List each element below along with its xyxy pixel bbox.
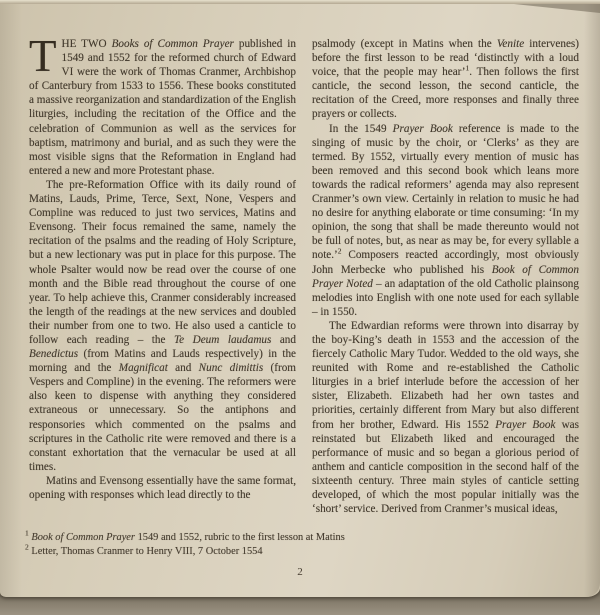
footnote-reference: 2 [337, 246, 342, 256]
page-left-shadow [0, 4, 22, 597]
paragraph [312, 37, 579, 122]
page [0, 4, 600, 597]
body-text: In the 1549 [329, 122, 393, 135]
body-text: and [271, 333, 296, 346]
page-top-edge [0, 0, 600, 4]
paragraph [312, 319, 579, 516]
italic-text: Book of Common Prayer Noted [312, 263, 579, 290]
body-text: 1549 and 1552, rubric to the first lesson at Matins [134, 532, 345, 543]
italic-text: Prayer Book [392, 122, 453, 135]
italic-text: Nunc dimittis [198, 362, 264, 375]
body-text: Matins and Evensong essentially have the same format, opening with responses which lead directly to the [29, 474, 296, 501]
footnotes [25, 528, 580, 558]
body-text: The Edwardian reforms were thrown into disarray by the boy-King’s death in 1553 and the accession of the fiercely Catholic Mary Tudor. Wedded to the old ways, she reunited with Rome and re-established the Catholic liturgies in a brief interlude before the accession of her sister, Elizabeth. Elizabeth had her own tastes and priorities, certainly different from Mary but also different from her brother, Edward. His 1552 [312, 319, 579, 431]
body-text: The pre-Reformation Office with its daily round of Matins, Lauds, Prime, Terce, Sext, None, Vespers and Compline was reduced to just two services, Matins and Evensong. Their focus remained the same, namely the recitation of the psalms and the reading of Holy Scripture, but a new lectionary was put in place for this purpose. The whole Psalter would now be read over the course of one month and the Bible read throughout the course of one year. To help achieve this, Cranmer considerably increased the length of the readings at the new services and doubled their number from one to two. He also used a canticle to follow each reading – the [29, 178, 296, 346]
paragraph [29, 178, 296, 474]
footnote-reference: 1 [465, 63, 470, 73]
right-column [312, 37, 579, 516]
page-number: 2 [297, 566, 303, 578]
italic-text: Books of Common Prayer [111, 38, 234, 50]
paragraph [29, 474, 296, 502]
italic-text: Venite [496, 38, 525, 50]
footnote-marker: 2 [25, 542, 29, 552]
footnote [25, 542, 580, 559]
italic-text: Book of Common Prayer [31, 532, 135, 543]
drop-cap: T [29, 31, 57, 81]
italic-text: Prayer Book [495, 418, 556, 431]
footnote-marker: 1 [25, 528, 29, 538]
body-text: intervenes) before the first lesson to be read ‘distinctly with a loud voice, that the people may hear’ [312, 38, 579, 79]
footnote [25, 528, 580, 545]
body-text: (from Vespers and Compline) in the evening. The reformers were also keen to dispense with anything they considered extraneous or unnecessary. So the antiphons and responsories which commented on the psalms and scriptures in the Catholic rite were removed and there is a constant exhortation that the vernacular be used at all times. [29, 362, 297, 473]
italic-text: Magnificat [118, 362, 168, 375]
paragraph [312, 122, 579, 319]
italic-text: Te Deum laudamus [173, 333, 272, 346]
body-text: Composers reacted accordingly, most obviously John Merbecke who published his [312, 249, 579, 276]
left-column [29, 31, 297, 516]
italic-text: Benedictus [29, 348, 79, 361]
page-content [29, 31, 579, 516]
body-text: reference is made to the singing of music by the choir, or ‘Clerks’ as they are termed. By 1552, virtually every mention of music has been removed and this second book which leans more towards the radical reformers’ agenda may also represent Cranmer’s own view. Certainly in relation to music he had no desire for anything elaborate or time consuming: ‘In my opinion, the song that shall be made thereunto would not be full of notes, but, as near as may be, for every syllable a note.’ [312, 122, 579, 262]
body-text: . Then follows the first canticle, the second lesson, the second canticle, the recitation of the Creed, more responses and finally three prayers or collects. [312, 66, 579, 121]
body-text: psalmody (except in Matins when the [312, 38, 497, 50]
body-text: – an adaptation of the old Catholic plainsong melodies into English with one note used for each syllable – in 1550. [312, 277, 579, 318]
body-text: Letter, Thomas Cranmer to Henry VIII, 7 October 1554 [31, 545, 263, 557]
paragraph [29, 31, 296, 178]
page-right-shadow [584, 4, 600, 597]
body-text: (from Matins and Lauds respectively) in the morning and the [29, 348, 296, 375]
body-text: HE TWO [61, 38, 112, 50]
body-text: was reinstated but Elizabeth liked and encouraged the performance of music and so began a glorious period of anthem and canticle composition in the second half of the sixteenth century. Three main styles of canticle setting developed, of which the most popular initially was the ‘short’ service. Derived from Cranmer’s musical ideas, [312, 418, 579, 516]
body-text: published in 1549 and 1552 for the reformed church of Edward VI were the work of Thomas Cranmer, Archbishop of Canterbury from 1533 to 1556. These books constituted a massive reorganization and standardization of the English liturgies, including the recitation of the Office and the celebration of Communion as well as the services for baptism, matrimony and burial, and as such they were the most visible signs that the Reformation in England had entered a new and more Protestant phase. [29, 38, 296, 177]
body-text: and [167, 362, 199, 375]
